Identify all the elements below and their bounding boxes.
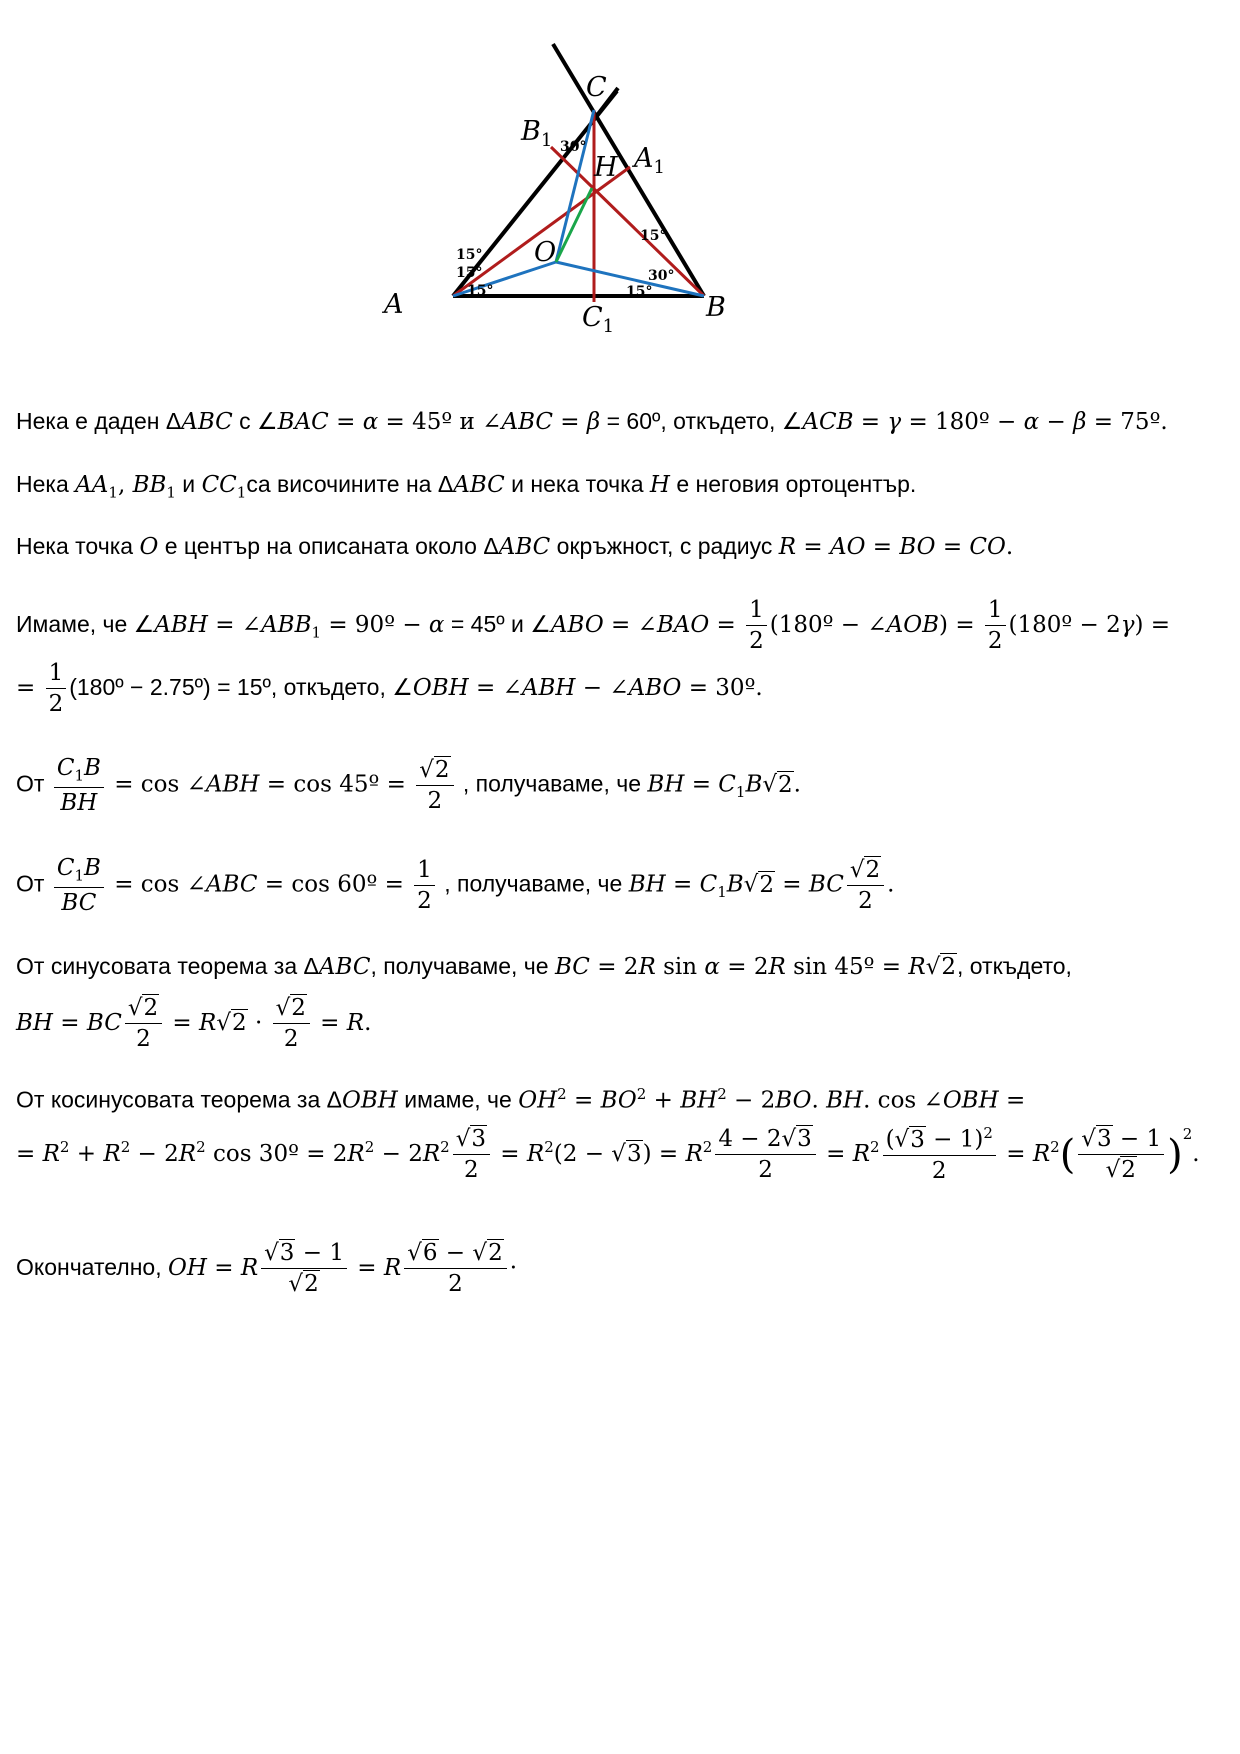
segment-oh bbox=[556, 188, 592, 262]
angle-label-b-15-top: 15° bbox=[640, 228, 667, 244]
line-altitudes: Нека $AA_1$, $BB_1$ и $CC_1са$ височините на ΔABC и нека точка H е неговия ортоцентър. bbox=[16, 471, 917, 502]
label-b: B bbox=[706, 292, 726, 323]
angle-label-a-15-mid: 15° bbox=[456, 265, 483, 281]
label-h: H bbox=[594, 152, 618, 183]
line-circumcenter: Нека точка O е център на описаната около ΔABC окръжност, с радиус R = AO = BO = CO. bbox=[16, 533, 1014, 560]
line-angle-obh: = $\frac{1}{2}$ (180º − 2.75º) = 15º, откъдето, ∠OBH = ∠ABH − ∠ABO = 30º. bbox=[16, 660, 763, 718]
angle-label-b-30: 30° bbox=[648, 268, 675, 284]
line-given-triangle: Нека е даден ΔABC с ∠BAC = α = 45º и ∠ABC = β = 60º, откъдето, ∠ACB = γ = 180º − α − β = 75º. bbox=[16, 408, 1168, 435]
triangle-figure bbox=[384, 40, 740, 340]
label-a: A bbox=[384, 289, 404, 320]
angle-label-a-15-top: 15° bbox=[456, 247, 483, 263]
label-o: O bbox=[534, 237, 557, 268]
radius-co bbox=[556, 110, 594, 262]
line-cosine-theorem: От косинусовата теорема за ΔOBH имаме, че $OH^2 = BO^2 + BH^2 - 2BO$. BH. cos ∠OBH = bbox=[16, 1085, 1026, 1114]
line-sine-theorem: От синусовата теорема за ΔABC, получаваме, че BC = 2R sin α = 2R sin 45º = R√2, откъдето, bbox=[16, 953, 1072, 980]
line-angle-abh: Имаме, че ∠ABH = $\angle ABB_1$ = 90º − α = 45º и ∠ABO = ∠BAO = $\frac{1}{2}$ (180º − ∠AOB) = $\frac{1}{2}$ (180º − 2γ) = bbox=[16, 597, 1171, 655]
line-bh-equals-r: BH = BC $\frac{√2}{2}$ = R√2 · $\frac{√2}{2}$ = R. bbox=[16, 995, 372, 1053]
angle-label-c-30: 30° bbox=[560, 139, 587, 155]
line-cos-abc: От $\frac{C_1B}{BC}$ = cos ∠ABC = cos 60º = $\frac{1}{2}$ , получаваме, че BH = $C_1B√2$ = BC $\frac{√2}{2}$ . bbox=[16, 855, 895, 916]
label-b1: $B_1$ bbox=[521, 116, 553, 151]
angle-label-b-15-bot: 15° bbox=[626, 284, 653, 300]
label-c: C bbox=[586, 72, 607, 103]
angle-label-a-15-bot: 15° bbox=[467, 283, 494, 299]
label-a1: $A_1$ bbox=[634, 143, 665, 178]
line-final-result: Окончателно, OH = R $\frac{√3 - 1}{√2}$ = R $\frac{√6 - √2}{2}$ · bbox=[16, 1240, 518, 1298]
line-oh-squared: = $R^2 + R^2 - 2R^2$ cos 30º = $2R^2 - 2R^2$ $\frac{√3}{2}$ = $R^2(2 - √3) = R^2$ $\frac{4 - 2√3}{2}$ = $R^2$ $\frac{(√3 - 1)^2}{2}$ = $R^2$( $\frac{√3 - 1}{√2}$ )$^2$. bbox=[16, 1124, 1200, 1185]
label-c1: $C_1$ bbox=[582, 302, 615, 337]
line-cos-abh: От $\frac{C_1B}{BH}$ = cos ∠ABH = cos 45º = $\frac{√2}{2}$ , получаваме, че BH = $C_1B√2$. bbox=[16, 755, 801, 816]
